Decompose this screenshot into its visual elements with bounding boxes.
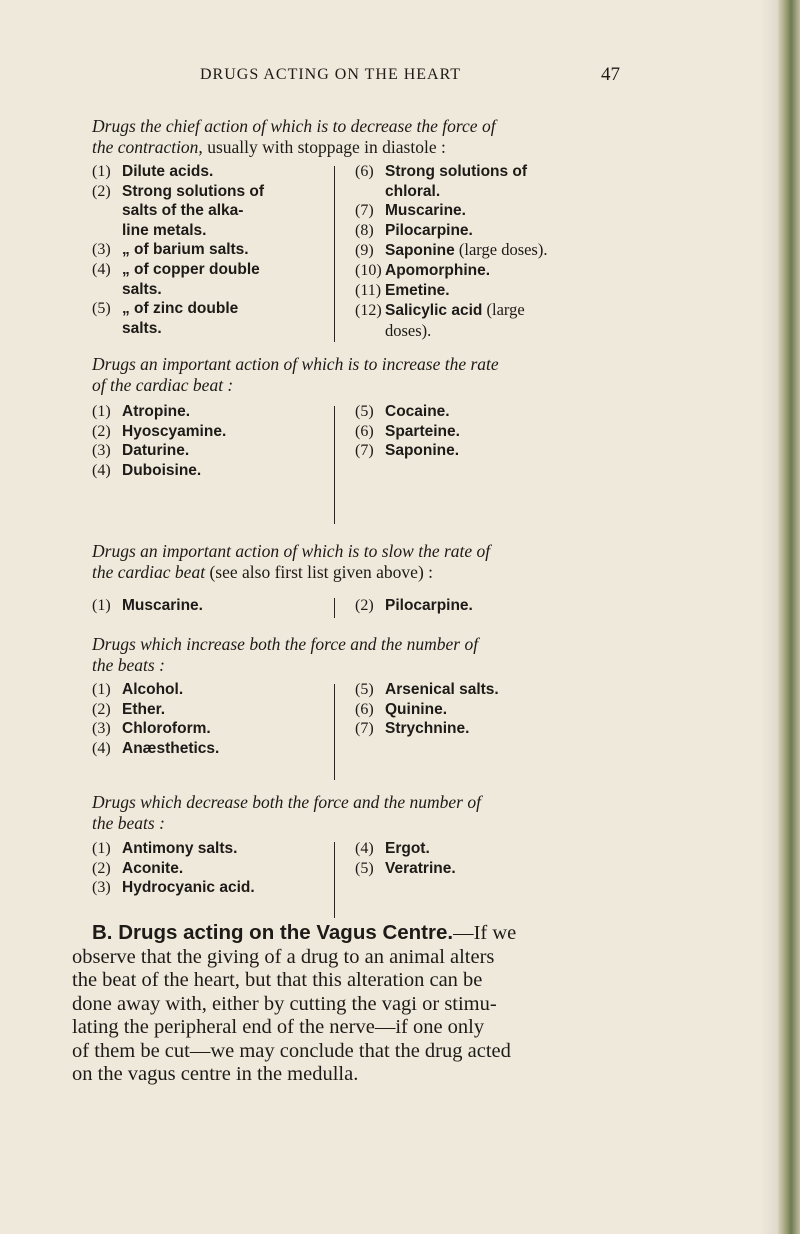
- item-number: (5): [355, 403, 374, 420]
- list-item: [92, 596, 203, 616]
- item-number: (3): [92, 720, 111, 738]
- column-divider: [334, 166, 335, 342]
- list-item: [92, 260, 264, 280]
- list-item: [355, 680, 499, 700]
- list-item: [92, 221, 264, 241]
- section4-right-list: [355, 680, 499, 739]
- intro-line: Drugs an important action of which is to slow the rate of: [92, 541, 491, 561]
- item-number: (4): [355, 840, 374, 857]
- list-item: [92, 280, 264, 300]
- intro-line: of the cardiac beat :: [92, 375, 234, 395]
- list-item: [355, 700, 499, 720]
- list-item: [355, 402, 460, 422]
- item-text: Salicylic acid: [385, 302, 483, 320]
- item-text: Hydrocyanic acid.: [122, 879, 255, 897]
- list-item: [92, 201, 264, 221]
- section1-left-list: [92, 162, 264, 338]
- intro-line: usually with stoppage in diastole :: [202, 137, 446, 157]
- item-number: (3): [92, 879, 111, 897]
- list-item: [92, 319, 264, 339]
- list-item: [92, 299, 264, 319]
- section2-intro: [92, 354, 672, 396]
- item-text: Strychnine.: [385, 720, 470, 738]
- item-text: Cocaine.: [385, 403, 450, 420]
- paragraph-line: —If we: [453, 922, 517, 944]
- item-number: (2): [92, 700, 111, 718]
- item-number: (1): [92, 681, 111, 698]
- item-text: Duboisine.: [122, 461, 202, 479]
- list-item: [92, 719, 219, 739]
- item-text: Apomorphine.: [385, 261, 491, 279]
- item-text: Ether.: [122, 700, 166, 718]
- item-text: Alcohol.: [122, 681, 184, 698]
- list-item: [355, 221, 547, 241]
- item-text: Chloroform.: [122, 720, 211, 738]
- section4-left-list: [92, 680, 219, 758]
- list-item: [355, 182, 547, 202]
- item-number: (1): [92, 163, 111, 180]
- section-b-heading: B. Drugs acting on the Vagus Centre.: [92, 921, 454, 944]
- section5-intro: [92, 792, 672, 834]
- list-item: [355, 719, 499, 739]
- item-number: (1): [92, 597, 111, 614]
- item-text: Aconite.: [122, 859, 184, 877]
- item-number: (2): [355, 597, 374, 614]
- item-text: Daturine.: [122, 442, 190, 460]
- intro-line: the beats :: [92, 813, 165, 833]
- section4-intro: [92, 634, 672, 676]
- section-b-paragraph: [72, 921, 760, 1087]
- item-text: Muscarine.: [385, 202, 466, 220]
- list-item: [355, 300, 547, 321]
- item-number: (1): [92, 840, 111, 857]
- intro-line: (see also first list given above) :: [205, 562, 434, 582]
- item-number: (2): [92, 182, 111, 200]
- paragraph-line: done away with, either by cutting the vagi or stimu-: [72, 992, 497, 1015]
- item-text: Veratrine.: [385, 859, 456, 877]
- item-number: (6): [355, 163, 374, 180]
- page-header: [200, 64, 620, 88]
- item-text: salts.: [122, 280, 162, 298]
- section1-right-list: [355, 162, 547, 341]
- item-number: (6): [355, 422, 374, 440]
- list-item: [355, 441, 460, 461]
- item-text: Dilute acids.: [122, 163, 214, 180]
- item-number: (6): [355, 700, 374, 718]
- item-number: (4): [92, 260, 111, 278]
- section1-intro: [92, 116, 672, 158]
- intro-line: Drugs which increase both the force and the number of: [92, 634, 479, 654]
- section3-intro: [92, 541, 672, 583]
- item-note: (large: [482, 300, 525, 320]
- paragraph-line: lating the peripheral end of the nerve—if one only: [72, 1016, 485, 1038]
- item-number: (3): [92, 442, 111, 460]
- item-text: Antimony salts.: [122, 840, 238, 857]
- list-item: [355, 839, 456, 859]
- item-number: (2): [92, 422, 111, 440]
- intro-line: Drugs an important action of which is to increase the rate: [92, 354, 499, 374]
- item-text: Strong solutions of: [122, 182, 265, 200]
- item-text: Saponine: [385, 242, 455, 260]
- item-text: Quinine.: [385, 700, 447, 718]
- item-note: doses).: [385, 320, 432, 340]
- intro-line: Drugs the chief action of which is to decrease the force of: [92, 116, 496, 136]
- item-number: (7): [355, 442, 374, 460]
- list-item: [92, 422, 226, 442]
- item-text: Muscarine.: [122, 597, 203, 614]
- list-item: [92, 240, 264, 260]
- item-text: „ of copper double: [122, 260, 260, 278]
- paragraph-line: observe that the giving of a drug to an animal alters: [72, 945, 495, 968]
- list-item: [92, 441, 226, 461]
- item-text: Arsenical salts.: [385, 681, 499, 698]
- paragraph-line: the beat of the heart, but that this alteration can be: [72, 969, 483, 991]
- column-divider: [334, 406, 335, 524]
- item-text: Hyoscyamine.: [122, 422, 227, 440]
- item-text: Pilocarpine.: [385, 597, 473, 614]
- intro-line: Drugs which decrease both the force and the number of: [92, 792, 481, 812]
- list-item: [355, 162, 547, 182]
- list-item: [355, 281, 547, 301]
- item-number: (7): [355, 720, 374, 738]
- list-item: [92, 839, 255, 859]
- section3-left-list: [92, 596, 203, 616]
- item-text: chloral.: [385, 182, 441, 200]
- item-number: (4): [92, 739, 111, 757]
- item-number: (8): [355, 221, 374, 239]
- item-number: (11): [355, 281, 382, 299]
- item-note: (large doses).: [454, 240, 548, 260]
- section2-left-list: [92, 402, 226, 480]
- item-number: (9): [355, 242, 374, 260]
- item-text: Anæsthetics.: [122, 739, 220, 757]
- item-text: Strong solutions of: [385, 163, 528, 180]
- item-text: Saponine.: [385, 442, 460, 460]
- list-item: [355, 201, 547, 221]
- item-text: Ergot.: [385, 840, 430, 857]
- item-number: (5): [92, 300, 111, 318]
- item-number: (12): [355, 302, 382, 320]
- column-divider: [334, 842, 335, 918]
- item-number: (4): [92, 461, 111, 479]
- item-text: Pilocarpine.: [385, 221, 473, 239]
- item-number: (5): [355, 859, 374, 877]
- item-number: (3): [92, 241, 111, 259]
- item-text: Sparteine.: [385, 422, 460, 440]
- list-item: [92, 700, 219, 720]
- section3-right-list: [355, 596, 473, 616]
- paragraph-line: on the vagus centre in the medulla.: [72, 1063, 359, 1085]
- list-item: [92, 461, 226, 481]
- list-item: [92, 162, 264, 182]
- list-item: [92, 739, 219, 759]
- intro-line: the beats :: [92, 655, 165, 675]
- paragraph-line: of them be cut—we may conclude that the drug acted: [72, 1039, 511, 1062]
- intro-line: the contraction,: [92, 137, 203, 157]
- running-head: DRUGS ACTING ON THE HEART: [200, 66, 462, 83]
- list-item: [355, 261, 547, 281]
- intro-line: the cardiac beat: [92, 562, 206, 582]
- item-number: (1): [92, 403, 111, 420]
- item-number: (2): [92, 859, 111, 877]
- section5-left-list: [92, 839, 255, 898]
- item-text: „ of barium salts.: [122, 241, 249, 259]
- item-text: Emetine.: [385, 281, 450, 299]
- section5-right-list: [355, 839, 456, 878]
- item-number: (10): [355, 261, 382, 279]
- section2-right-list: [355, 402, 460, 461]
- item-text: Atropine.: [122, 403, 191, 420]
- item-text: line metals.: [122, 221, 207, 239]
- column-divider: [334, 684, 335, 780]
- list-item: [92, 878, 255, 898]
- list-item: [355, 321, 547, 342]
- list-item: [92, 680, 219, 700]
- list-item: [355, 859, 456, 879]
- list-item: [92, 859, 255, 879]
- item-text: salts.: [122, 319, 162, 337]
- list-item: [355, 422, 460, 442]
- page-number: 47: [601, 64, 620, 85]
- item-text: „ of zinc double: [122, 300, 239, 318]
- item-number: (7): [355, 202, 374, 220]
- column-divider: [334, 598, 335, 618]
- book-spine-edge: [778, 0, 800, 1234]
- list-item: [355, 596, 473, 616]
- list-item: [92, 182, 264, 202]
- list-item: [355, 240, 547, 261]
- item-text: salts of the alka-: [122, 202, 244, 220]
- list-item: [92, 402, 226, 422]
- item-number: (5): [355, 681, 374, 698]
